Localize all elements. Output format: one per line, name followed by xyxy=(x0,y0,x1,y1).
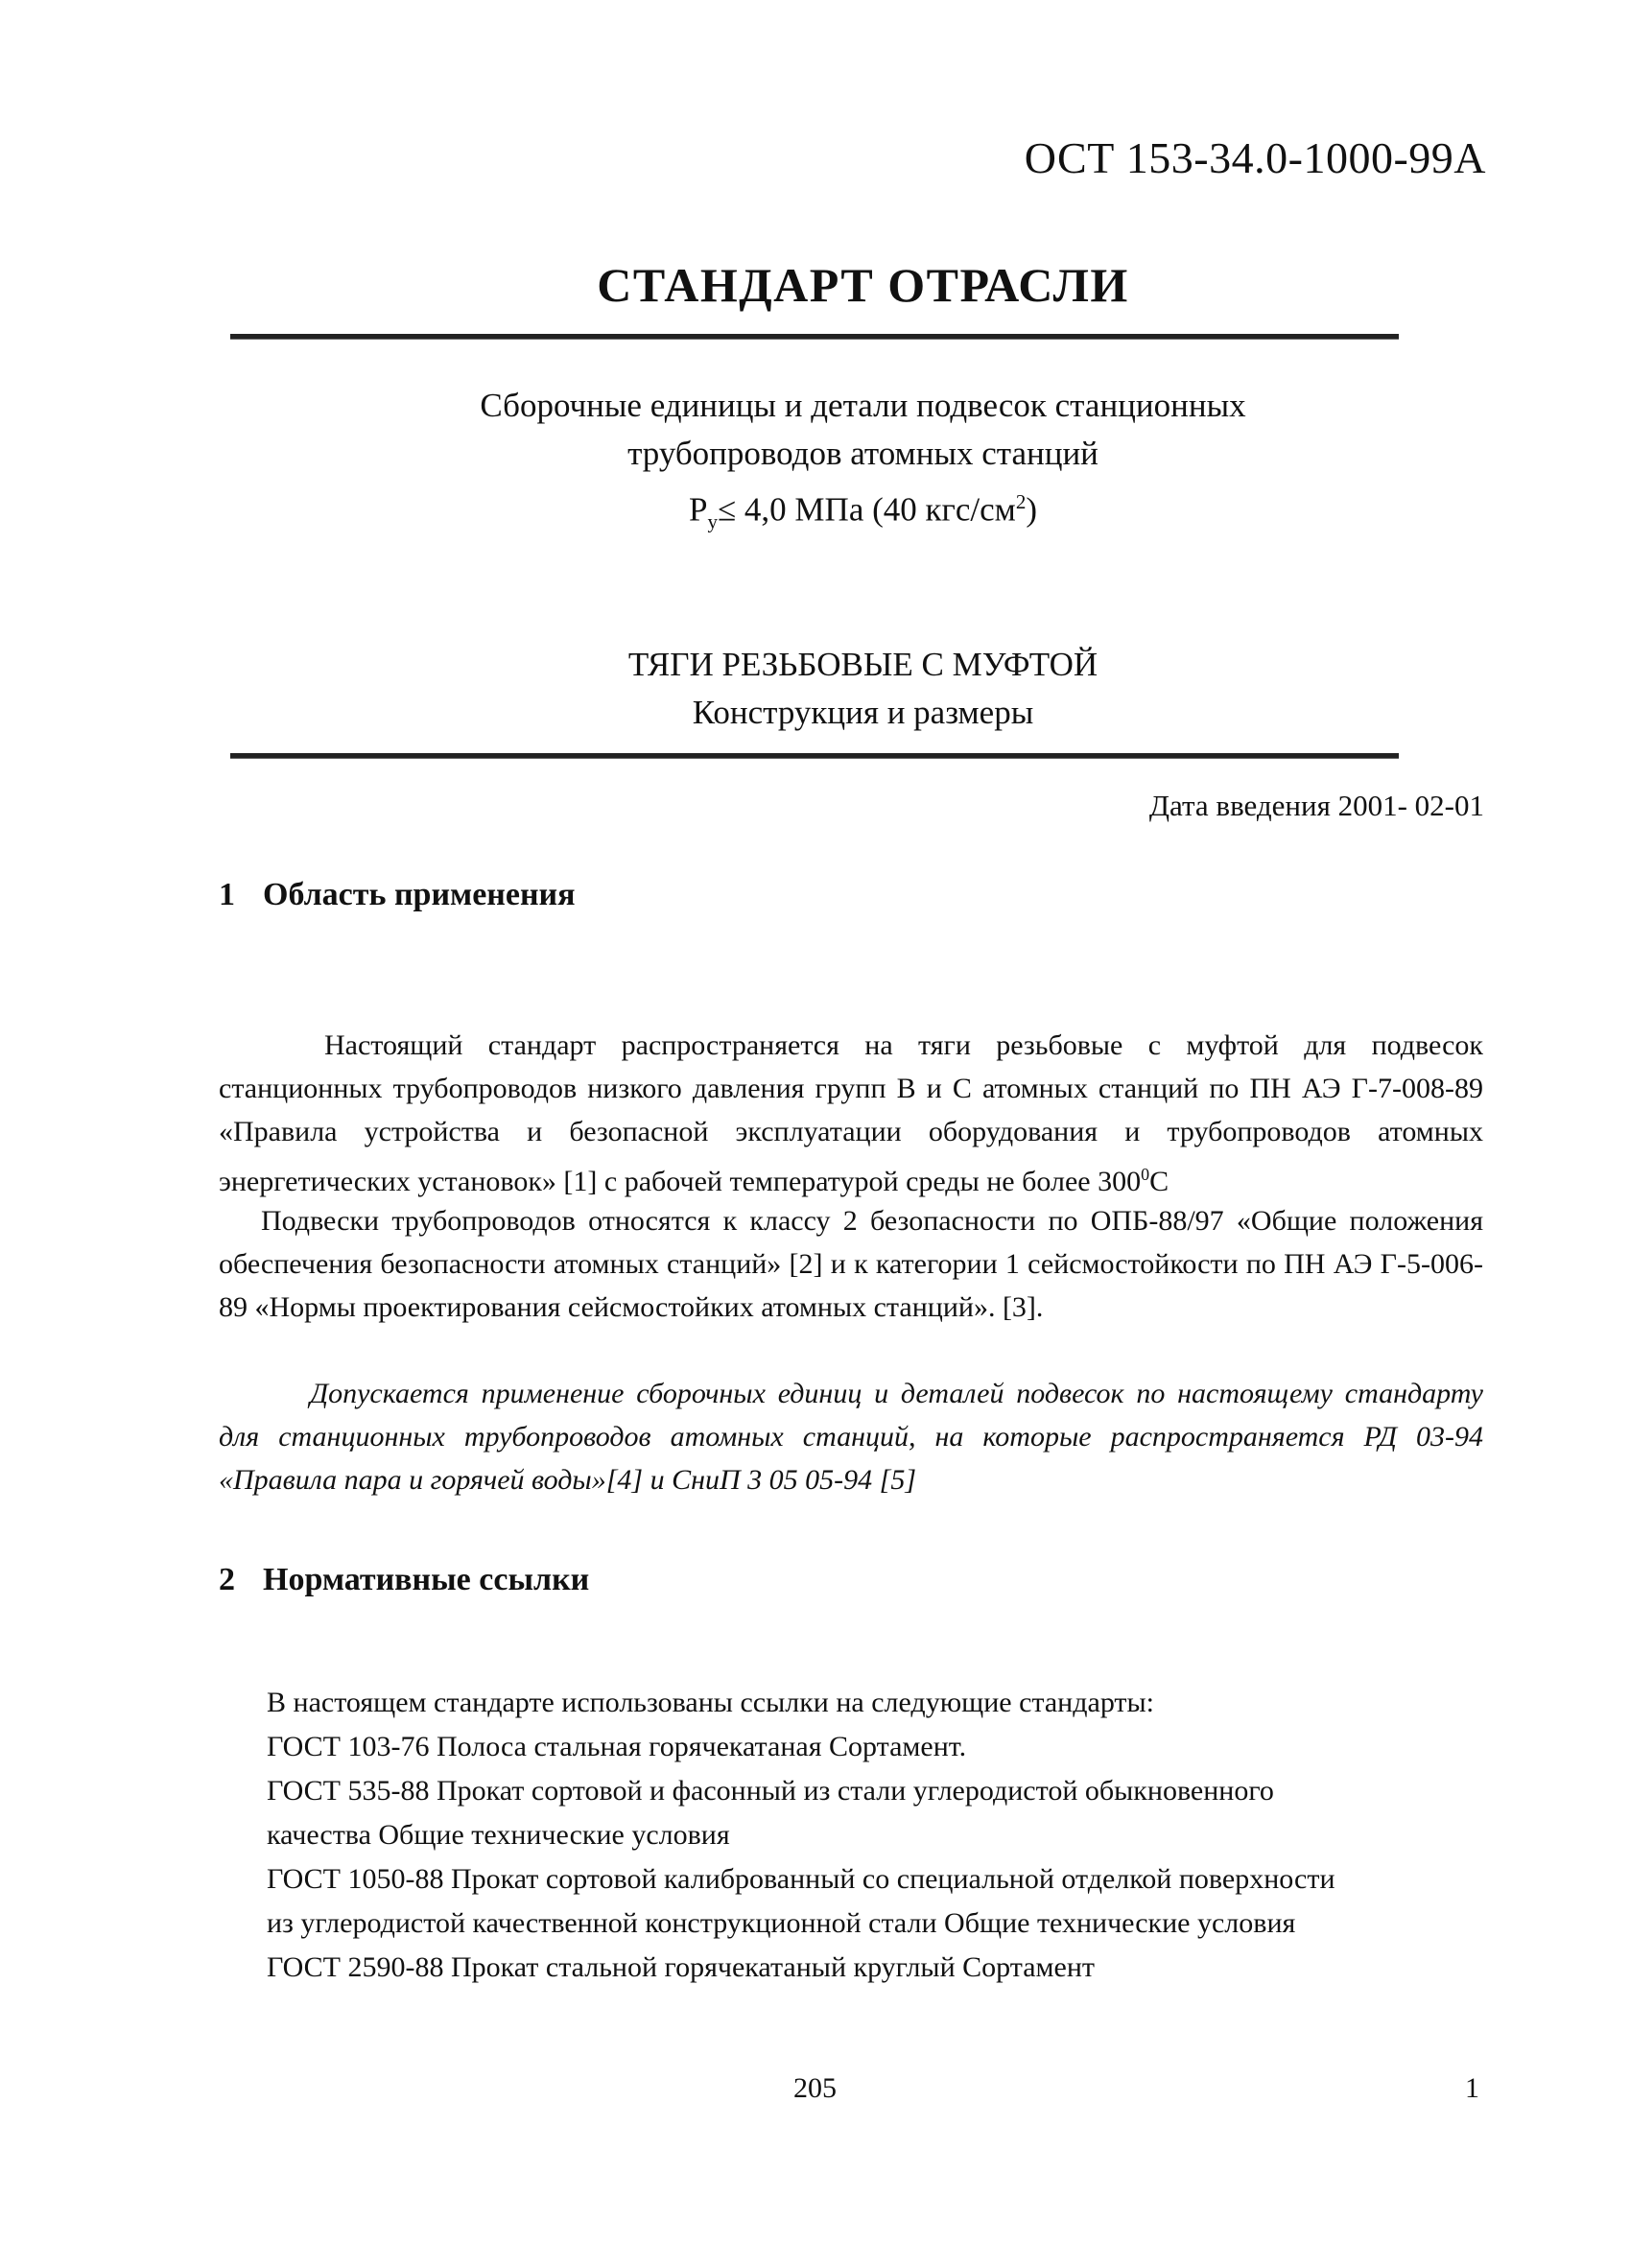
degree-superscript: 0 xyxy=(1141,1165,1150,1184)
reference-line: ГОСТ 535-88 Прокат сортовой и фасонный из стали углеродистой обыкновенного xyxy=(267,1775,1274,1807)
subtitle-line-1: Сборочные единицы и детали подвесок станционных xyxy=(480,387,1246,424)
product-block xyxy=(0,641,1630,737)
pressure-symbol: P xyxy=(689,490,708,529)
section-1-paragraph-1 xyxy=(219,1024,1483,1203)
reference-line: из углеродистой качественной конструкционной стали Общие технические условия xyxy=(267,1907,1296,1939)
product-description: Конструкция и размеры xyxy=(692,694,1034,731)
pressure-text: ≤ 4,0 МПа (40 кгс/см xyxy=(717,490,1016,529)
section-1-title: Область применения xyxy=(263,877,576,912)
document-title: СТАНДАРТ ОТРАСЛИ xyxy=(597,258,1129,312)
pressure-line xyxy=(96,478,1630,546)
standard-code: ОСТ 153-34.0-1000-99А xyxy=(1024,133,1486,182)
pressure-close: ) xyxy=(1026,490,1037,529)
normative-references-list xyxy=(267,1681,1485,1990)
section-1-heading xyxy=(219,877,576,913)
reference-line: ГОСТ 2590-88 Прокат стальной горячекатаный круглый Сортамент xyxy=(267,1951,1096,1983)
introduction-date: Дата введения 2001- 02-01 xyxy=(1148,789,1484,822)
subtitle-line-2: трубопроводов атомных станций xyxy=(627,435,1098,472)
document-subtitle xyxy=(0,382,1630,546)
paragraph-1-text: Настоящий стандарт распространяется на тяги резьбовые с муфтой для подвесок станционных трубопроводов низкого давления групп В и С атомных станций по ПН АЭ Г-7-008-89 «Правила устройства и безопасной эксплуатации оборудования и трубопроводов атомных энергетических установок» [1] с рабочей температурой среды не более 300 xyxy=(219,1029,1483,1197)
section-2-heading xyxy=(219,1562,589,1598)
section-1-number: 1 xyxy=(219,877,235,912)
pressure-subscript: у xyxy=(707,509,718,533)
pressure-superscript: 2 xyxy=(1015,490,1027,513)
reference-line: качества Общие технические условия xyxy=(267,1819,730,1851)
product-name: ТЯГИ РЕЗЬБОВЫЕ С МУФТОЙ xyxy=(627,646,1098,683)
page-number: 1 xyxy=(1465,2072,1479,2104)
sheet-number: 205 xyxy=(793,2072,837,2104)
reference-line: ГОСТ 1050-88 Прокат сортовой калиброванный со специальной отделкой поверхности xyxy=(267,1863,1335,1895)
bottom-divider xyxy=(230,753,1399,759)
top-divider xyxy=(230,334,1399,340)
section-2-title: Нормативные ссылки xyxy=(263,1562,590,1597)
reference-line: ГОСТ 103-76 Полоса стальная горячекатаная Сортамент. xyxy=(267,1731,967,1762)
section-2-number: 2 xyxy=(219,1562,235,1597)
section-1-paragraph-3: Допускается применение сборочных единиц и деталей подвесок по настоящему стандарту для станционных трубопроводов атомных станций, на которые распространяется РД 03-94 «Правила пара и горячей воды»[4] и СниП 3 05 05-94 [5] xyxy=(219,1378,1483,1496)
paragraph-1-end: С xyxy=(1149,1166,1169,1197)
section-1-paragraph-2: Подвески трубопроводов относятся к классу 2 безопасности по ОПБ-88/97 «Общие положения обеспечения безопасности атомных станций» [2] и к категории 1 сейсмостойкости по ПН АЭ Г-5-006-89 «Нормы проектирования сейсмостойких атомных станций». [3]. xyxy=(219,1205,1483,1323)
reference-line: В настоящем стандарте использованы ссылки на следующие стандарты: xyxy=(267,1687,1155,1718)
